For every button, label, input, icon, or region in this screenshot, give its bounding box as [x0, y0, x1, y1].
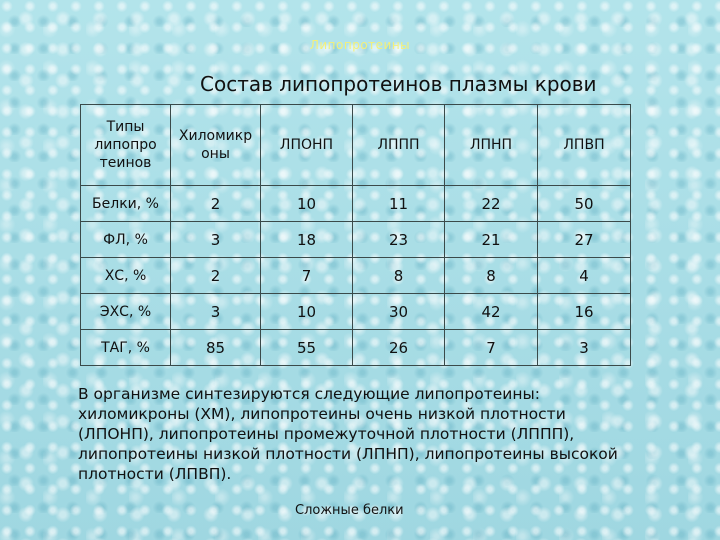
description-paragraph	[78, 384, 648, 484]
table-row-cholesterol-esters	[81, 294, 631, 330]
table-cell: 18	[261, 222, 353, 258]
table-row-proteins	[81, 186, 631, 222]
header-vldl	[261, 105, 353, 186]
row-label: ЭХС, %	[81, 294, 171, 330]
description-line: В организме синтезируются следующие липопротеины:	[78, 385, 540, 403]
table-cell: 26	[353, 330, 445, 366]
header-ldl	[445, 105, 538, 186]
table-row-triglycerides	[81, 330, 631, 366]
description-line: (ЛПОНП), липопротеины промежуточной плотности (ЛППП),	[78, 425, 575, 443]
table-cell: 8	[445, 258, 538, 294]
table-cell: 55	[261, 330, 353, 366]
header-line: ЛППП	[377, 137, 420, 153]
table-cell: 21	[445, 222, 538, 258]
header-line: оны	[201, 146, 230, 162]
header-lipoprotein-types	[81, 105, 171, 186]
table-cell: 2	[171, 186, 261, 222]
slide-title: Липопротеины	[309, 38, 411, 52]
row-label: ТАГ, %	[81, 330, 171, 366]
header-line: липопро	[94, 137, 157, 153]
header-line: Типы	[106, 119, 145, 135]
table-cell: 30	[353, 294, 445, 330]
table-cell: 2	[171, 258, 261, 294]
table-cell: 4	[538, 258, 631, 294]
table-cell: 27	[538, 222, 631, 258]
description-line: липопротеины низкой плотности (ЛПНП), липопротеины высокой	[78, 445, 618, 463]
lipoprotein-composition-table	[80, 104, 631, 366]
table-row-cholesterol	[81, 258, 631, 294]
table-row-phospholipids	[81, 222, 631, 258]
table-cell: 7	[261, 258, 353, 294]
table-cell: 3	[171, 294, 261, 330]
header-line: Хиломикр	[178, 128, 253, 144]
footer-label: Сложные белки	[295, 503, 404, 518]
row-label: ФЛ, %	[81, 222, 171, 258]
table-cell: 22	[445, 186, 538, 222]
table-cell: 10	[261, 294, 353, 330]
description-line: плотности (ЛПВП).	[78, 465, 232, 483]
table-cell: 42	[445, 294, 538, 330]
table-cell: 3	[171, 222, 261, 258]
header-idl	[353, 105, 445, 186]
table-cell: 3	[538, 330, 631, 366]
table-cell: 8	[353, 258, 445, 294]
header-line: ЛПНП	[469, 137, 513, 153]
table-cell: 85	[171, 330, 261, 366]
table-cell: 7	[445, 330, 538, 366]
description-line: хиломикроны (ХМ), липопротеины очень низкой плотности	[78, 405, 566, 423]
row-label: Белки, %	[81, 186, 171, 222]
header-chylomicrons	[171, 105, 261, 186]
header-hdl	[538, 105, 631, 186]
header-line: теинов	[99, 155, 152, 171]
table-cell: 10	[261, 186, 353, 222]
header-line: ЛПОНП	[279, 137, 334, 153]
table-cell: 16	[538, 294, 631, 330]
table-cell: 50	[538, 186, 631, 222]
row-label: ХС, %	[81, 258, 171, 294]
header-line: ЛПВП	[563, 137, 605, 153]
table-cell: 23	[353, 222, 445, 258]
table-cell: 11	[353, 186, 445, 222]
table-heading: Состав липопротеинов плазмы крови	[200, 72, 597, 96]
table-header-row	[81, 105, 631, 186]
